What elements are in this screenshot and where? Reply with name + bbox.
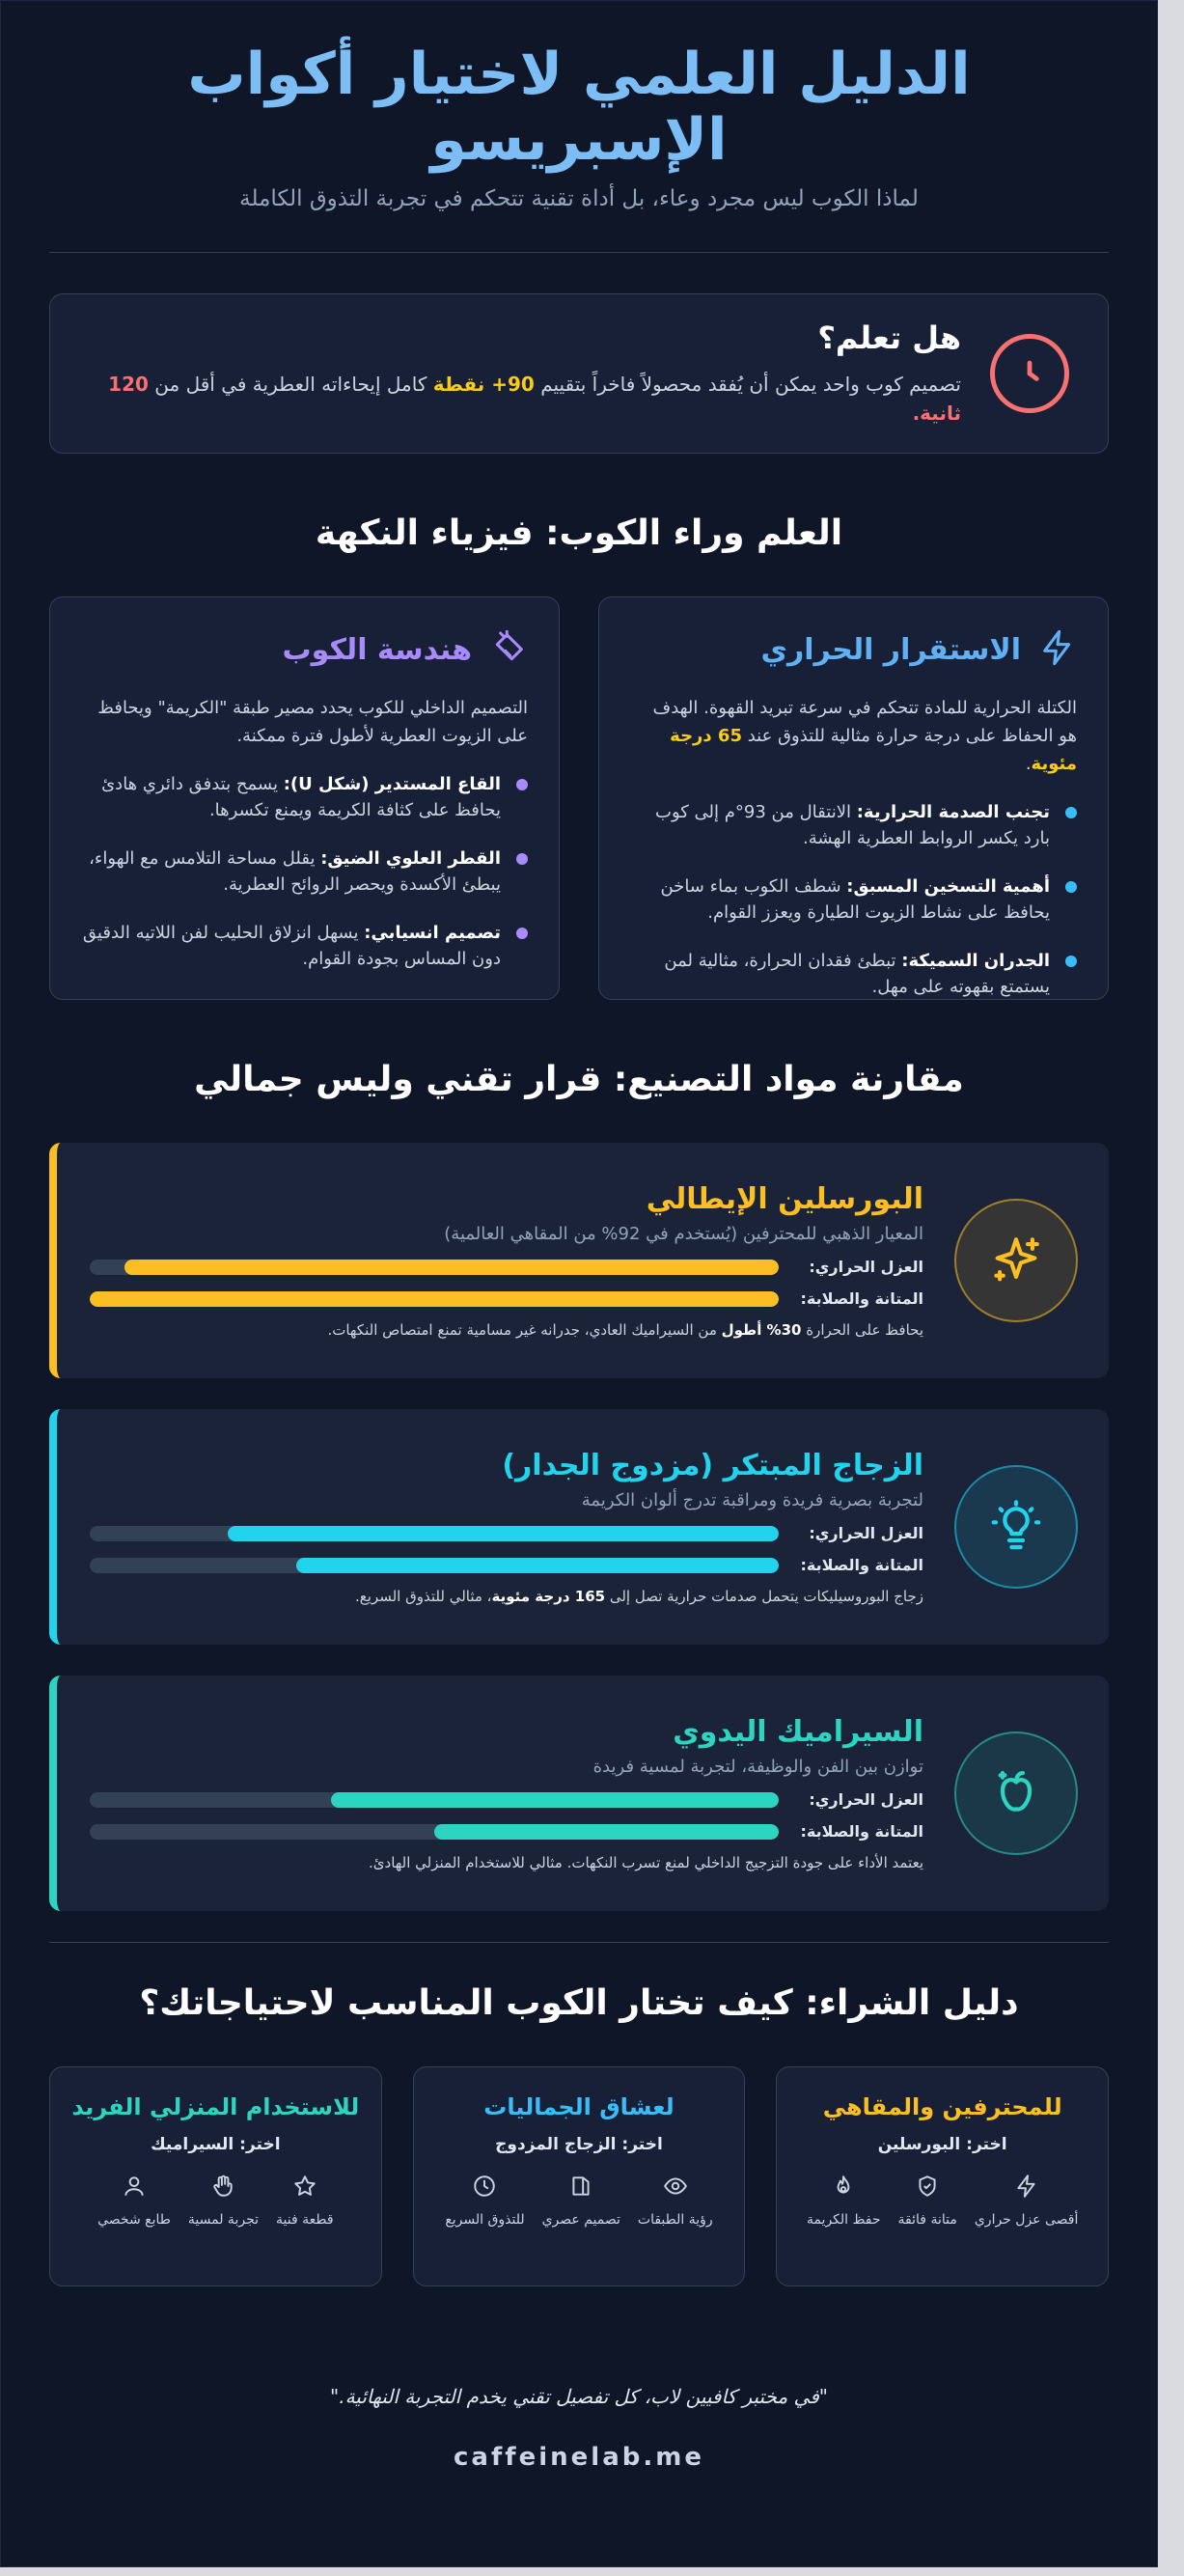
thermal-bar-fill [124, 1260, 779, 1275]
buy-card-pick: اختر: السيراميك [151, 2135, 281, 2154]
feature-item: للتذوق السريع [445, 2174, 524, 2228]
materials-section-title: مقارنة مواد التصنيع: قرار تقني وليس جمالي [194, 1060, 964, 1099]
material-subtitle: لتجربة بصرية فريدة ومراقبة تدرج ألوان الكريمة [581, 1490, 923, 1510]
book-icon [568, 2174, 593, 2202]
did-you-know-title: هل تعلم؟ [817, 319, 961, 356]
star-icon [292, 2174, 317, 2202]
score-highlight: 90+ نقطة [432, 373, 535, 396]
material-title: الزجاج المبتكر (مزدوج الجدار) [502, 1449, 923, 1482]
clock-icon [472, 2174, 497, 2202]
feature-item: متانة فائقة [898, 2174, 957, 2228]
card-title: هندسة الكوب [282, 632, 472, 667]
durability-bar-row [90, 1822, 923, 1841]
bullet-list [630, 799, 1077, 1000]
apple-icon [954, 1731, 1078, 1855]
thermal-bar-fill [331, 1792, 779, 1808]
feature-item: تجربة لمسية [188, 2174, 259, 2228]
list-item: القاع المستدير (شكل U): يسمح بتدفق دائري هادئ يحافظ على كثافة الكريمة ويمنع تكسرها. [81, 771, 528, 823]
thermal-bar-track [90, 1260, 779, 1275]
thermal-stability-card [598, 596, 1109, 1000]
durability-label: المتانة والصلابة: [800, 1822, 923, 1841]
materials-list [49, 1143, 1109, 1911]
hero-header [49, 1, 1109, 211]
durability-bar-track [90, 1291, 779, 1307]
durability-bar-fill [296, 1558, 779, 1573]
science-cards [49, 596, 1109, 1000]
feature-item: رؤية الطبقات [638, 2174, 713, 2228]
divider [49, 252, 1109, 253]
thermal-bar-row [90, 1790, 923, 1809]
lightning-icon [1038, 628, 1077, 671]
thermal-bar-row [90, 1258, 923, 1276]
eye-icon [663, 2174, 688, 2202]
card-title: الاستقرار الحراري [760, 632, 1021, 667]
buying-guide-cards [49, 2066, 1109, 2286]
thermal-label: العزل الحراري: [809, 1258, 923, 1276]
did-you-know-body: تصميم كوب واحد يمكن أن يُفقد محصولاً فاخراً بتقييم 90+ نقطة كامل إيحاءاته العطرية في أقل من 120 ثانية. [108, 373, 961, 425]
footer-quote: "في مختبر كافيين لاب، كل تفصيل تقني يخدم التجربة النهائية." [330, 2385, 828, 2408]
lightbulb-icon [954, 1465, 1078, 1589]
durability-bar-track [90, 1558, 779, 1573]
buy-card-home [49, 2066, 382, 2286]
page-title: الدليل العلمي لاختيار أكواب الإسبريسو [187, 41, 971, 174]
list-item: القطر العلوي الضيق: يقلل مساحة التلامس مع الهواء، يبطئ الأكسدة ويحصر الروائح العطرية. [81, 845, 528, 898]
material-title: البورسلين الإيطالي [646, 1182, 923, 1216]
material-card-porcelain [49, 1143, 1109, 1378]
material-title: السيراميك اليدوي [673, 1715, 923, 1749]
footer-url: caffeinelab.me [454, 2443, 704, 2472]
cup-geometry-card [49, 596, 560, 1000]
sparkles-icon [954, 1199, 1078, 1322]
buying-section-title: دليل الشراء: كيف تختار الكوب المناسب لاحتياجاتك؟ [139, 1983, 1019, 2023]
durability-bar-row [90, 1556, 923, 1574]
page-subtitle: لماذا الكوب ليس مجرد وعاء، بل أداة تقنية تتحكم في تجربة التذوق الكاملة [239, 186, 919, 211]
feature-item: تصميم عصري [542, 2174, 620, 2228]
hand-icon [210, 2174, 235, 2202]
durability-label: المتانة والصلابة: [800, 1289, 923, 1308]
buy-card-title: للاستخدام المنزلي الفريد [71, 2093, 360, 2120]
durability-bar-row [90, 1289, 923, 1308]
material-subtitle: توازن بين الفن والوظيفة، لتجربة لمسية فريدة [592, 1757, 923, 1777]
flask-icon [489, 628, 528, 671]
thermal-bar-fill [228, 1526, 779, 1541]
material-card-ceramic [49, 1676, 1109, 1911]
zap-icon [1014, 2174, 1039, 2202]
thermal-bar-track [90, 1526, 779, 1541]
thermal-label: العزل الحراري: [809, 1790, 923, 1809]
did-you-know-box [49, 293, 1109, 454]
list-item: الجدران السميكة: تبطئ فقدان الحرارة، مثالية لمن يستمتع بقهوته على مهل. [630, 948, 1077, 1000]
time-highlight: 120 ثانية [108, 373, 961, 425]
card-description: التصميم الداخلي للكوب يحدد مصير طبقة "الكريمة" ويحافظ على الزيوت العطرية لأطول فترة ممكنة. [97, 698, 528, 746]
science-section-title: العلم وراء الكوب: فيزياء النكهة [315, 513, 843, 553]
feature-item: طابع شخصي [97, 2174, 171, 2228]
buy-card-professionals [776, 2066, 1109, 2286]
buy-card-pick: اختر: البورسلين [877, 2135, 1007, 2154]
durability-bar-fill [434, 1824, 779, 1840]
buy-card-title: للمحترفين والمقاهي [822, 2093, 1062, 2120]
shield-icon [915, 2174, 940, 2202]
user-icon [122, 2174, 147, 2202]
bullet-list [81, 771, 528, 972]
list-item: أهمية التسخين المسبق: شطف الكوب بماء ساخن يحافظ على نشاط الزيوت الطيارة ويعزز القوام. [630, 873, 1077, 926]
material-card-glass [49, 1409, 1109, 1645]
clock-icon [990, 334, 1069, 413]
flame-icon [831, 2174, 856, 2202]
divider [49, 1942, 1109, 1943]
thermal-bar-track [90, 1792, 779, 1808]
list-item: تجنب الصدمة الحرارية: الانتقال من 93°م إلى كوب بارد يكسر الروابط العطرية الهشة. [630, 799, 1077, 851]
thermal-bar-row [90, 1524, 923, 1542]
material-subtitle: المعيار الذهبي للمحترفين (يُستخدم في 92% من المقاهي العالمية) [444, 1224, 923, 1244]
durability-bar-fill [90, 1291, 779, 1307]
list-item: تصميم انسيابي: يسهل انزلاق الحليب لفن اللاتيه الدقيق دون المساس بجودة القوام. [81, 920, 528, 972]
feature-item: أقصى عزل حراري [975, 2174, 1079, 2228]
buy-card-pick: اختر: الزجاج المزدوج [495, 2135, 663, 2154]
feature-item: حفظ الكريمة [807, 2174, 881, 2228]
durability-label: المتانة والصلابة: [800, 1556, 923, 1574]
buy-card-title: لعشاق الجماليات [483, 2093, 675, 2120]
card-description: الكتلة الحرارية للمادة تتحكم في سرعة تبريد القهوة. الهدف هو الحفاظ على درجة حرارة مثالية للتذوق عند 65 درجة مئوية. [652, 698, 1077, 774]
did-you-know-text [108, 319, 961, 428]
buy-card-aesthetics [413, 2066, 746, 2286]
durability-bar-track [90, 1824, 779, 1840]
thermal-label: العزل الحراري: [809, 1524, 923, 1542]
material-note: يحافظ على الحرارة 30% أطول من السيراميك العادي، جدرانه غير مسامية تمنع امتصاص النكهات. [327, 1321, 923, 1339]
material-note: زجاج البوروسيليكات يتحمل صدمات حرارية تصل إلى 165 درجة مئوية، مثالي للتذوق السريع. [355, 1588, 923, 1605]
feature-item: قطعة فنية [276, 2174, 334, 2228]
material-note: يعتمد الأداء على جودة التزجيج الداخلي لمنع تسرب النكهات. مثالي للاستخدام المنزلي الهادئ. [369, 1854, 923, 1871]
